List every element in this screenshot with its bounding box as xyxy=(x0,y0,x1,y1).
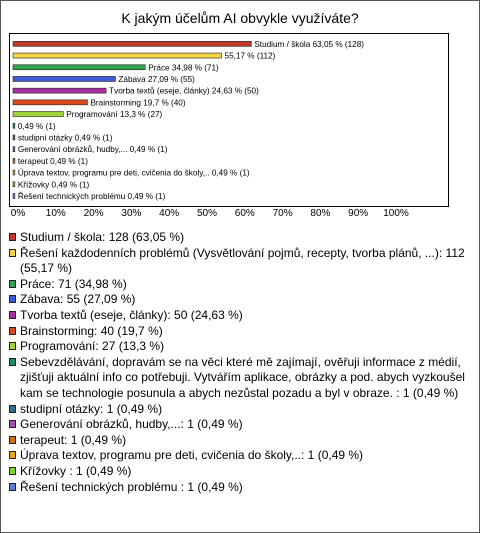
legend-item xyxy=(9,324,469,340)
legend xyxy=(9,230,469,495)
bar-3 xyxy=(13,76,115,81)
x-tick-label: 60% xyxy=(234,208,255,219)
legend-label: Řešení každodenních problémů (Vysvětlování pojmů, recepty, tvorba plánů, ...): 112 (55,17 %) xyxy=(20,245,465,276)
legend-label: Programování: 27 (13,3 %) xyxy=(20,339,165,354)
bar-12 xyxy=(13,182,15,187)
legend-item xyxy=(9,230,469,246)
bar-6 xyxy=(13,112,63,117)
legend-swatch xyxy=(9,233,16,241)
legend-label: Generování obrázků, hudby,...: 1 (0,49 %) xyxy=(20,417,243,432)
legend-swatch xyxy=(9,311,16,319)
bar-label-0: Studium / škola 63,05 % (128) xyxy=(254,39,365,49)
x-tick-label: 100% xyxy=(383,208,409,219)
bar-label-7: 0,49 % (1) xyxy=(17,121,56,131)
legend-item xyxy=(9,402,469,418)
legend-label: Studium / škola: 128 (63,05 %) xyxy=(20,230,185,244)
legend-swatch xyxy=(9,295,16,303)
bar-label-13: Řešení technických problému 0,49 % (1) xyxy=(17,191,166,201)
x-tick-label: 20% xyxy=(83,208,104,219)
bar-label-1: 55,17 % (112) xyxy=(224,51,276,61)
bar-2 xyxy=(13,65,145,70)
legend-label: Řešení technických problému : 1 (0,49 %) xyxy=(20,479,243,494)
bar-label-6: Programování 13,3 % (27) xyxy=(66,110,163,120)
legend-item xyxy=(9,339,469,355)
legend-swatch xyxy=(9,405,16,413)
legend-swatch xyxy=(9,420,16,428)
bar-13 xyxy=(13,193,15,198)
legend-swatch xyxy=(9,249,16,257)
legend-label: terapeut: 1 (0,49 %) xyxy=(20,432,127,447)
legend-label: Zábava: 55 (27,09 %) xyxy=(20,292,136,307)
chart-title: K jakým účelům AI obvykle využíváte? xyxy=(121,10,359,26)
legend-item xyxy=(9,355,469,402)
bar-chart-svg xyxy=(10,34,448,206)
x-axis xyxy=(0,208,480,224)
bar-10 xyxy=(13,158,15,163)
bar-label-10: terapeut 0,49 % (1) xyxy=(17,156,88,166)
bar-label-2: Práce 34,98 % (71) xyxy=(148,63,219,73)
bar-7 xyxy=(13,123,15,128)
bar-label-11: Úprava textov, programu pre deti, cvičenia do školy,.. 0,49 % (1) xyxy=(17,168,250,178)
legend-label: Tvorba textů (eseje, články): 50 (24,63 %) xyxy=(20,307,243,322)
legend-swatch xyxy=(9,327,16,335)
x-tick-label: 10% xyxy=(45,208,66,219)
legend-item xyxy=(9,277,469,293)
bar-5 xyxy=(13,100,87,105)
legend-swatch xyxy=(9,280,16,288)
bar-label-3: Zábava 27,09 % (55) xyxy=(118,74,195,84)
x-tick-label: 80% xyxy=(310,208,331,219)
legend-swatch xyxy=(9,358,16,366)
x-tick-label: 50% xyxy=(196,208,218,219)
bar-9 xyxy=(13,147,15,152)
legend-label: Křížovky : 1 (0,49 %) xyxy=(20,463,132,478)
x-tick-label: 30% xyxy=(121,208,142,219)
legend-label: Brainstorming: 40 (19,7 %) xyxy=(20,323,163,338)
legend-swatch xyxy=(9,467,16,475)
legend-swatch xyxy=(9,342,16,350)
bar-1 xyxy=(13,53,222,58)
legend-label: Sebevzdělávání, dopravám se na věci které mě zajímají, ověřuji informace z médií, zjišťuji aktuální info co potřebuji. Vytvářím aplikace, obrázky a pod. abych vyzkoušel kam se technologie posunula a abych nezůstal pozadu a byl v obraze. : 1 (0,49 %) xyxy=(20,354,465,400)
bar-11 xyxy=(13,170,15,175)
x-tick-label: 0% xyxy=(10,208,26,219)
legend-item xyxy=(9,292,469,308)
legend-label: Práce: 71 (34,98 %) xyxy=(20,276,127,291)
bar-label-9: Generování obrázků, hudby,... 0,49 % (1) xyxy=(17,145,168,155)
bar-4 xyxy=(13,88,106,93)
legend-swatch xyxy=(9,451,16,459)
legend-item xyxy=(9,464,469,480)
bar-8 xyxy=(13,135,15,140)
legend-item xyxy=(9,246,469,277)
bar-label-4: Tvorba textů (eseje, články) 24,63 % (50) xyxy=(109,86,259,96)
legend-swatch xyxy=(9,483,16,491)
legend-swatch xyxy=(9,436,16,444)
legend-label: studipní otázky: 1 (0,49 %) xyxy=(20,401,163,416)
bar-label-5: Brainstorming 19,7 % (40) xyxy=(90,98,186,108)
legend-item xyxy=(9,308,469,324)
legend-item xyxy=(9,448,469,464)
legend-item xyxy=(9,433,469,449)
bar-label-12: Křížovky 0,49 % (1) xyxy=(17,180,90,190)
bar-label-8: studipní otázky 0,49 % (1) xyxy=(17,133,113,143)
bar-0 xyxy=(13,41,251,46)
legend-item xyxy=(9,480,469,496)
legend-item xyxy=(9,417,469,433)
x-tick-label: 40% xyxy=(159,208,180,219)
legend-label: Úprava textov, programu pre deti, cvičenia do školy,..: 1 (0,49 %) xyxy=(20,448,364,463)
plot-area xyxy=(9,33,449,207)
x-tick-label: 70% xyxy=(272,208,293,219)
x-tick-label: 90% xyxy=(348,208,369,219)
